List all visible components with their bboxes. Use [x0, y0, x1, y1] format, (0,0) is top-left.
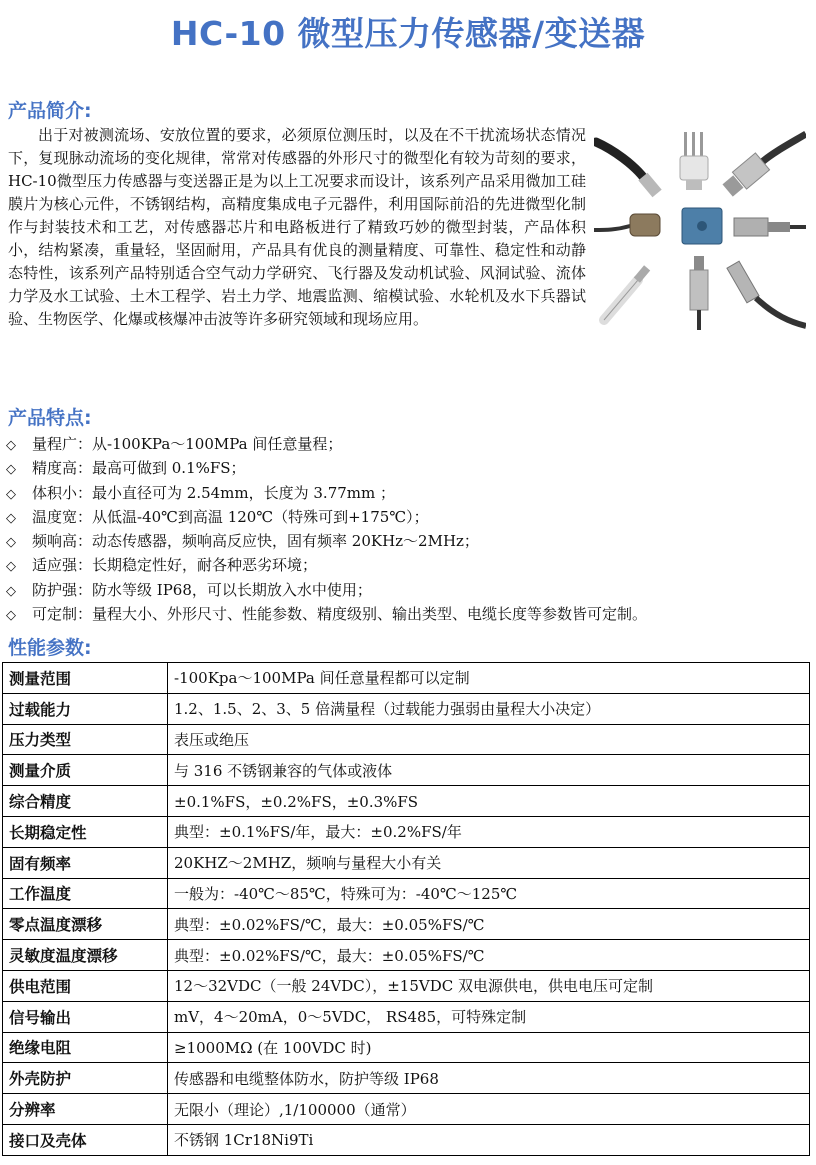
- feature-item: [6, 529, 811, 553]
- spec-value: 传感器和电缆整体防水，防护等级 IP68: [168, 1063, 810, 1094]
- table-row: [3, 1001, 810, 1032]
- spec-label: 外壳防护: [3, 1063, 168, 1094]
- feature-item: [6, 505, 811, 529]
- spec-value: ±0.1%FS，±0.2%FS，±0.3%FS: [168, 786, 810, 817]
- specs-table: [2, 662, 810, 1156]
- page-title: HC-10 微型压力传感器/变送器: [170, 14, 646, 53]
- feature-text: 温度宽：从低温-40℃到高温 120℃（特殊可到+175℃）；: [32, 507, 429, 526]
- spec-value: ≥1000MΩ (在 100VDC 时): [168, 1032, 810, 1063]
- spec-label: 测量介质: [3, 755, 168, 786]
- feature-list: [6, 432, 811, 626]
- table-row: [3, 816, 810, 847]
- feature-text: 频响高：动态传感器，频响高反应快，固有频率 20KHz～2MHz；: [32, 532, 479, 551]
- sensor-product-photo: [594, 130, 806, 330]
- feature-item: [6, 602, 811, 626]
- spec-label: 固有频率: [3, 847, 168, 878]
- spec-label: 灵敏度温度漂移: [3, 940, 168, 971]
- sensor-collage-image: [594, 130, 806, 330]
- feature-text: 适应强：长期稳定性好，耐各种恶劣环境；: [32, 556, 318, 575]
- feature-item: [6, 432, 811, 456]
- features-heading: 产品特点:: [8, 407, 92, 429]
- spec-label: 压力类型: [3, 724, 168, 755]
- table-row: [3, 1063, 810, 1094]
- diamond-bullet-icon: ◇: [6, 510, 16, 526]
- spec-value: 一般为：-40℃～85℃，特殊可为：-40℃～125℃: [168, 878, 810, 909]
- table-row: [3, 786, 810, 817]
- spec-value: -100Kpa～100MPa 间任意量程都可以定制: [168, 663, 810, 694]
- spec-label: 信号输出: [3, 1001, 168, 1032]
- spec-label: 供电范围: [3, 970, 168, 1001]
- table-row: [3, 755, 810, 786]
- table-row: [3, 1094, 810, 1125]
- feature-text: 防护强：防水等级 IP68，可以长期放入水中使用；: [32, 580, 372, 599]
- spec-value: 与 316 不锈钢兼容的气体或液体: [168, 755, 810, 786]
- spec-value: 无限小（理论）,1/100000（通常）: [168, 1094, 810, 1125]
- table-row: [3, 1032, 810, 1063]
- specs-heading: 性能参数:: [8, 637, 92, 659]
- feature-text: 精度高：最高可做到 0.1%FS；: [32, 459, 246, 478]
- spec-label: 过载能力: [3, 693, 168, 724]
- diamond-bullet-icon: ◇: [6, 438, 16, 453]
- spec-value: 不锈钢 1Cr18Ni9Ti: [168, 1124, 810, 1155]
- diamond-bullet-icon: ◇: [6, 583, 16, 599]
- spec-label: 零点温度漂移: [3, 909, 168, 940]
- table-row: [3, 663, 810, 694]
- intro-paragraph: [8, 124, 808, 334]
- feature-item: [6, 553, 811, 577]
- table-row: [3, 1124, 810, 1155]
- feature-item: [6, 481, 811, 505]
- spec-label: 绝缘电阻: [3, 1032, 168, 1063]
- diamond-bullet-icon: ◇: [6, 462, 16, 478]
- diamond-bullet-icon: ◇: [6, 486, 16, 502]
- feature-text: 可定制：量程大小、外形尺寸、性能参数、精度级别、输出类型、电缆长度等参数皆可定制。: [32, 605, 648, 624]
- table-row: [3, 878, 810, 909]
- spec-value: 典型：±0.1%FS/年，最大：±0.2%FS/年: [168, 816, 810, 847]
- feature-text: 体积小：最小直径可为 2.54mm，长度为 3.77mm ；: [32, 483, 395, 502]
- intro-text-body: 出于对被测流场、安放位置的要求，必须原位测压时，以及在不干扰流场状态情况下，复现脉动流场的变化规律，常常对传感器的外形尺寸的微型化有较为苛刻的要求，HC-10微型压力传感器与变送器正是为以上工况要求而设计，该系列产品采用微加工硅膜片为核心元件，不锈钢结构，高精度集成电子元器件，利用国际前沿的先进微型化制作与封装技术和工艺，对传感器芯片和电路板进行了精致巧妙的微型封装，产品体积小，结构紧凑，重量轻，坚固耐用，产品具有优良的测量精度、可靠性、稳定性和动静态特性，该系列产品特别适合空气动力学研究、飞行器及发动机试验、风洞试验、流体力学及水工试验、土木工程学、岩土力学、地震监测、缩模试验、水轮机及水下兵器试验、生物医学、化爆或核爆冲击波等许多研究领域和现场应用。: [8, 126, 586, 328]
- spec-label: 综合精度: [3, 786, 168, 817]
- spec-value: 20KHZ～2MHZ，频响与量程大小有关: [168, 847, 810, 878]
- table-row: [3, 970, 810, 1001]
- table-row: [3, 909, 810, 940]
- spec-value: 典型：±0.02%FS/℃，最大：±0.05%FS/℃: [168, 909, 810, 940]
- spec-label: 工作温度: [3, 878, 168, 909]
- table-row: [3, 847, 810, 878]
- spec-value: 1.2、1.5、2、3、5 倍满量程（过载能力强弱由量程大小决定）: [168, 693, 810, 724]
- diamond-bullet-icon: ◇: [6, 608, 16, 624]
- spec-label: 长期稳定性: [3, 816, 168, 847]
- diamond-bullet-icon: ◇: [6, 535, 16, 551]
- spec-value: mV，4～20mA，0～5VDC， RS485，可特殊定制: [168, 1001, 810, 1032]
- diamond-bullet-icon: ◇: [6, 559, 16, 575]
- spec-value: 表压或绝压: [168, 724, 810, 755]
- spec-label: 测量范围: [3, 663, 168, 694]
- feature-item: [6, 578, 811, 602]
- feature-item: [6, 456, 811, 480]
- intro-heading: 产品简介:: [8, 100, 92, 122]
- spec-value: 12～32VDC（一般 24VDC），±15VDC 双电源供电，供电电压可定制: [168, 970, 810, 1001]
- feature-text: 量程广：从-100KPa～100MPa 间任意量程；: [32, 435, 343, 453]
- spec-value: 典型：±0.02%FS/℃，最大：±0.05%FS/℃: [168, 940, 810, 971]
- spec-label: 接口及壳体: [3, 1124, 168, 1155]
- spec-label: 分辨率: [3, 1094, 168, 1125]
- table-row: [3, 693, 810, 724]
- table-row: [3, 724, 810, 755]
- table-row: [3, 940, 810, 971]
